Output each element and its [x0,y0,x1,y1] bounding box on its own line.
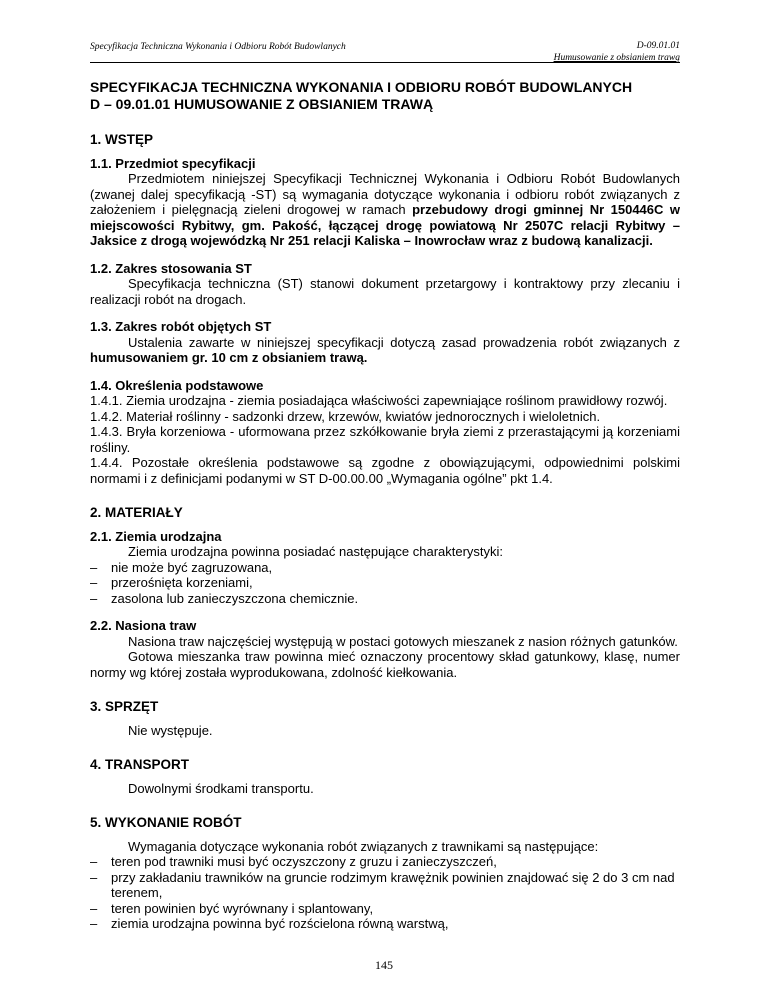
section-1-1-bold: przebudowy drogi gminnej Nr 150446C w miejscowości Rybitwy, gm. Pakość, łączącej drogę powiatową Nr 2507C relacji Rybitwy – Jaksice z drogą wojewódzką Nr 251 relacji Kaliska – Inowrocław wraz z budową kanalizacji. [90,202,680,248]
section-3-text: Nie występuje. [128,722,213,738]
section-2-1-heading: 2.1. Ziemia urodzajna [90,528,222,544]
section-1-2-heading: 1.2. Zakres stosowania ST [90,260,252,276]
definition-item: 1.4.4. Pozostałe określenia podstawowe są zgodne z obowiązującymi, odpowiednimi polskimi normami i z definicjami podanymi w ST D-00.00.00 „Wymagania ogólne” pkt 1.4. [90,455,680,486]
section-1-4-heading: 1.4. Określenia podstawowe [90,377,264,393]
document-page [90,38,680,932]
list-item: – zasolona lub zanieczyszczona chemicznie. [90,591,680,607]
definition-item: 1.4.2. Materiał roślinny - sadzonki drzew, krzewów, kwiatów jednorocznych i wieloletnich. [90,408,601,424]
page-number: 145 [375,958,393,972]
title-line-1: SPECYFIKACJA TECHNICZNA WYKONANIA I ODBIORU ROBÓT BUDOWLANYCH [90,79,633,95]
list-item: – przerośnięta korzeniami, [90,575,680,591]
header-spec-code [554,40,680,64]
title-line-2: D – 09.01.01 HUMUSOWANIE Z OBSIANIEM TRAWĄ [90,96,434,112]
section-1-3-text [90,335,680,366]
header-document-title: Specyfikacja Techniczna Wykonania i Odbioru Robót Budowlanych [90,42,346,52]
section-5-text: Wymagania dotyczące wykonania robót związanych z trawnikami są następujące: [128,838,599,854]
section-4-heading: 4. TRANSPORT [90,757,190,772]
list-item: – przy zakładaniu trawników na gruncie rodzimym krawężnik powinien znajdować się 2 do 3 cm nad terenem, [90,870,680,901]
header-code: D-09.01.01 [636,41,680,51]
section-2-2-heading: 2.2. Nasiona traw [90,618,197,633]
works-requirements-list [90,854,680,932]
section-1-1-text [90,171,680,249]
section-1-2-text: Specyfikacja techniczna (ST) stanowi dokument przetargowy i kontraktowy przy zlecaniu i realizacji robót na drogach. [90,276,680,307]
section-4-text: Dowolnymi środkami transportu. [128,780,314,796]
header-subtitle: Humusowanie z obsianiem trawą [553,53,680,63]
section-2-heading: 2. MATERIAŁY [90,505,183,520]
section-5-heading: 5. WYKONANIE ROBÓT [90,815,242,830]
list-item: – teren powinien być wyrównany i splantowany, [90,901,680,917]
definition-item: 1.4.1. Ziemia urodzajna - ziemia posiadająca właściwości zapewniające roślinom prawidłowy rozwój. [90,393,668,408]
list-item: – teren pod trawniki musi być oczyszczony z gruzu i zanieczyszczeń, [90,854,680,870]
section-2-2-text-1: Nasiona traw najczęściej występują w postaci gotowych mieszanek z nasion różnych gatunków. [128,633,678,649]
list-item: – ziemia urodzajna powinna być rozścielona równą warstwą, [90,916,680,932]
section-1-1-heading: 1.1. Przedmiot specyfikacji [90,155,256,171]
section-1-3-bold: humusowaniem gr. 10 cm z obsianiem trawą. [90,350,368,365]
list-item: – nie może być zagruzowana, [90,560,680,576]
section-1-3-plain: Ustalenia zawarte w niniejszej specyfikacji dotyczą zasad prowadzenia robót związanych z [128,334,680,350]
definition-item: 1.4.3. Bryła korzeniowa - uformowana przez szkółkowanie bryła ziemi z przerastającymi ją korzeniami rośliny. [90,424,680,455]
section-1-heading: 1. WSTĘP [90,132,154,147]
soil-requirements-list [90,560,680,607]
section-1-3-heading: 1.3. Zakres robót objętych ST [90,319,272,334]
section-3-heading: 3. SPRZĘT [90,699,159,714]
page-title [90,79,680,113]
section-2-2-text-2: Gotowa mieszanka traw powinna mieć oznaczony procentowy skład gatunkowy, klasę, numer normy wg której została wyprodukowana, zdolność kiełkowania. [90,649,680,680]
section-1-1-plain: Przedmiotem niniejszej Specyfikacji Technicznej Wykonania i Odbioru Robót Budowlanych (zwanej dalej specyfikacją -ST) są wymagania dotyczące wykonania i odbioru robót związanych z założeniem i pielęgnacją zieleni drogowej w ramach [90,171,680,217]
running-header [90,38,680,63]
section-2-1-text: Ziemia urodzajna powinna posiadać następujące charakterystyki: [128,544,504,559]
